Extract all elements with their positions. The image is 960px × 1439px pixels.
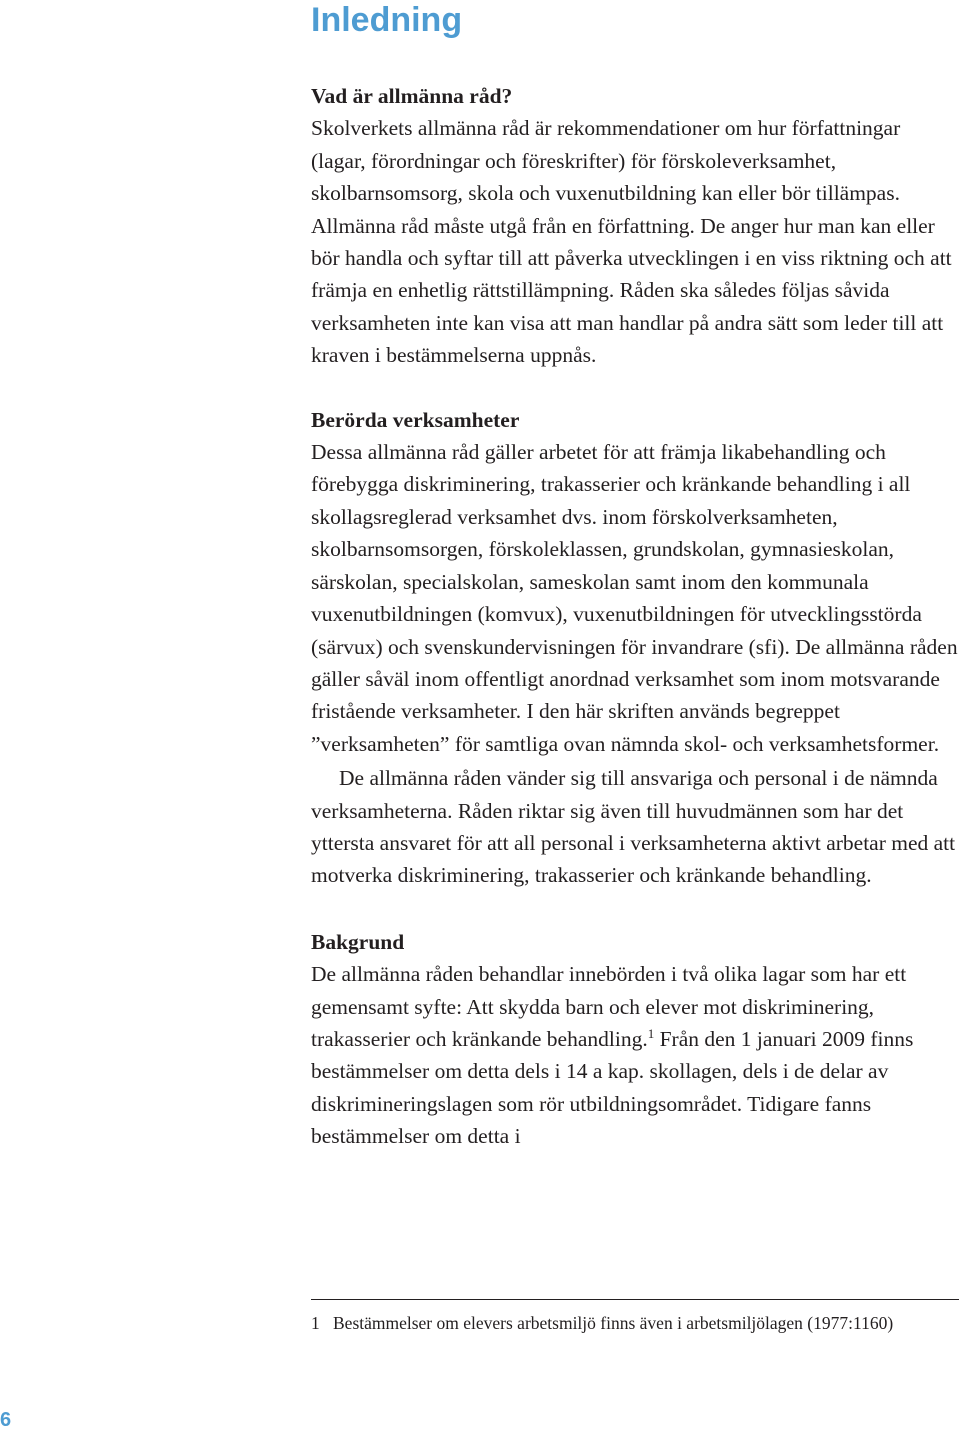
section-title-berorda-verksamheter: Berörda verksamheter xyxy=(311,407,520,432)
paragraph: De allmänna råden vänder sig till ansvariga och personal i de nämnda verksamheterna. Råden riktar sig även till huvudmännen som har det yttersta ansvaret för att all personal i verksamheterna aktivt arbetar med att motverka diskriminering, trakasserier och kränkande behandling. xyxy=(311,766,956,888)
paragraph: Skolverkets allmänna råd är rekommendationer om hur författningar (lagar, förordningar och föreskrifter) för förskoleverksamhet, skolbarnsomsorg, skola och vuxenutbildning kan eller bör tillämpas. Allmänna råd måste utgå från en författning. De anger hur man kan eller bör handla och syftar till att påverka utvecklingen i en viss riktning och att främja en enhetlig rättstillämpning. Råden ska således följas såvida verksamheten inte kan visa att man handlar på andra sätt som leder till att kraven i bestämmelserna uppnås. xyxy=(311,116,952,368)
footnote-divider xyxy=(311,1299,959,1300)
section-title-bakgrund: Bakgrund xyxy=(311,929,405,954)
body-text xyxy=(311,80,959,1153)
paragraph xyxy=(311,958,959,1152)
footnote-reference[interactable]: 1 xyxy=(647,1025,655,1041)
page-title: Inledning xyxy=(311,1,463,39)
section-title-vad-ar-allmanna-rad: Vad är allmänna råd? xyxy=(311,84,513,108)
page-number: 6 xyxy=(0,1409,12,1431)
paragraph-text: Från den 1 januari 2009 finns bestämmelser om detta dels i 14 a kap. skollagen, dels i de delar av diskrimineringslagen som rör utbildningsområdet. Tidigare fanns bestämmelser om detta i xyxy=(311,1026,914,1149)
footnote-number: 1 xyxy=(311,1313,320,1333)
paragraph: Dessa allmänna råd gäller arbetet för att främja likabehandling och förebygga diskriminering, trakasserier och kränkande behandling i all skollagsreglerad verksamhet dvs. inom förskolverksamheten, skolbarnsomsorgen, förskoleklassen, grundskolan, gymnasieskolan, särskolan, specialskolan, sameskolan samt inom den kommunala vuxenutbildningen (komvux), vuxenutbildningen för utvecklingsstörda (särvux) och svenskundervisningen för invandrare (sfi). De allmänna råden gäller såväl inom offentligt anordnad verksamhet som inom motsvarande fristående verksamheter. I den här skriften används begreppet ”verksamheten” för samtliga ovan nämnda skol- och verksamhetsformer. xyxy=(311,440,958,756)
footnote-text: Bestämmelser om elevers arbetsmiljö finns även i arbetsmiljölagen (1977:1160) xyxy=(333,1313,894,1333)
footnote xyxy=(311,1311,959,1335)
paragraph-text: De allmänna råden behandlar innebörden i två olika lagar som har ett gemensamt syfte: Att skydda barn och elever mot diskriminering, trakasserier och kränkande behandling. xyxy=(311,962,907,1051)
